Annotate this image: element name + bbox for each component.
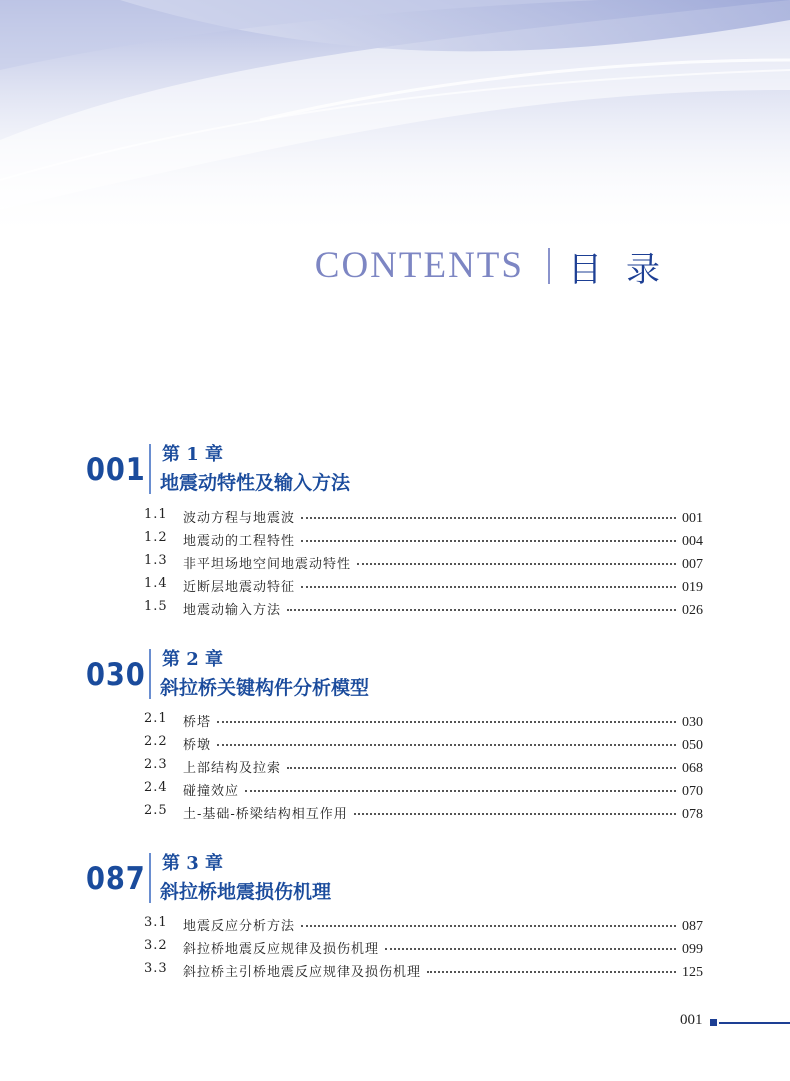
chapter-divider (149, 444, 151, 494)
header-divider (548, 248, 550, 284)
toc-entry[interactable] (0, 936, 790, 958)
chapter-label: 第 2 章 (162, 649, 224, 670)
leader-dots (217, 720, 676, 723)
leader-dots (357, 562, 676, 565)
section-title: 土-基础-桥梁结构相互作用 (183, 807, 348, 822)
section-title: 波动方程与地震波 (183, 511, 296, 526)
leader-dots (301, 539, 676, 542)
chapter-title: 斜拉桥关键构件分析模型 (160, 677, 370, 699)
section-number: 3.1 (144, 915, 168, 930)
section-number: 2.2 (144, 734, 168, 749)
section-page: 078 (682, 807, 703, 822)
section-number: 1.3 (144, 553, 168, 568)
section-number: 1.2 (144, 530, 168, 545)
section-page: 099 (682, 942, 703, 957)
toc-entry[interactable] (0, 574, 790, 596)
section-page: 125 (682, 965, 703, 980)
leader-dots (427, 970, 676, 973)
section-page: 087 (682, 919, 703, 934)
chapter-start-page: 087 (86, 861, 146, 897)
leader-dots (385, 947, 676, 950)
page-footer (0, 1008, 790, 1038)
section-number: 2.3 (144, 757, 168, 772)
toc-entry[interactable] (0, 732, 790, 754)
contents-title-en: CONTENTS (314, 245, 524, 286)
toc-entry[interactable] (0, 505, 790, 527)
section-number: 3.3 (144, 961, 168, 976)
toc-entry[interactable] (0, 551, 790, 573)
footer-square-marker (710, 1019, 717, 1026)
header-wave-decoration (0, 0, 790, 240)
leader-dots (245, 789, 676, 792)
section-page: 030 (682, 715, 703, 730)
chapter-title: 地震动特性及输入方法 (160, 472, 351, 494)
chapter-start-page: 001 (86, 452, 146, 488)
page-number: 001 (680, 1012, 703, 1028)
leader-dots (287, 608, 676, 611)
toc-entry[interactable] (0, 755, 790, 777)
section-number: 2.1 (144, 711, 168, 726)
section-title: 地震动输入方法 (183, 603, 282, 618)
section-title: 斜拉桥地震反应规律及损伤机理 (183, 942, 380, 957)
chapter-start-page: 030 (86, 657, 146, 693)
section-title: 近断层地震动特征 (183, 580, 296, 595)
section-page: 070 (682, 784, 703, 799)
section-title: 地震动的工程特性 (183, 534, 296, 549)
toc-entry[interactable] (0, 778, 790, 800)
section-title: 斜拉桥主引桥地震反应规律及损伤机理 (183, 965, 422, 980)
contents-title-cn: 目录 (568, 250, 684, 290)
leader-dots (301, 585, 676, 588)
chapter-label: 第 1 章 (162, 444, 224, 465)
leader-dots (287, 766, 676, 769)
section-page: 007 (682, 557, 703, 572)
toc-entry[interactable] (0, 913, 790, 935)
leader-dots (301, 924, 676, 927)
section-title: 地震反应分析方法 (183, 919, 296, 934)
section-title: 上部结构及拉索 (183, 761, 282, 776)
toc-entry[interactable] (0, 709, 790, 731)
section-number: 1.5 (144, 599, 168, 614)
section-page: 001 (682, 511, 703, 526)
toc-entry[interactable] (0, 959, 790, 981)
toc-entry[interactable] (0, 528, 790, 550)
section-page: 019 (682, 580, 703, 595)
toc-entry[interactable] (0, 597, 790, 619)
section-number: 2.5 (144, 803, 168, 818)
contents-header (0, 238, 790, 298)
chapter-divider (149, 649, 151, 699)
section-number: 3.2 (144, 938, 168, 953)
chapter-title: 斜拉桥地震损伤机理 (160, 881, 332, 903)
section-title: 桥墩 (183, 738, 212, 753)
section-page: 050 (682, 738, 703, 753)
leader-dots (354, 812, 676, 815)
chapter-label: 第 3 章 (162, 853, 224, 874)
section-number: 1.1 (144, 507, 168, 522)
section-title: 碰撞效应 (183, 784, 240, 799)
leader-dots (217, 743, 676, 746)
section-title: 桥塔 (183, 715, 212, 730)
section-number: 2.4 (144, 780, 168, 795)
section-page: 068 (682, 761, 703, 776)
section-number: 1.4 (144, 576, 168, 591)
section-page: 004 (682, 534, 703, 549)
toc-entry[interactable] (0, 801, 790, 823)
chapter-divider (149, 853, 151, 903)
leader-dots (301, 516, 676, 519)
section-title: 非平坦场地空间地震动特性 (183, 557, 352, 572)
footer-rule (719, 1022, 790, 1024)
section-page: 026 (682, 603, 703, 618)
